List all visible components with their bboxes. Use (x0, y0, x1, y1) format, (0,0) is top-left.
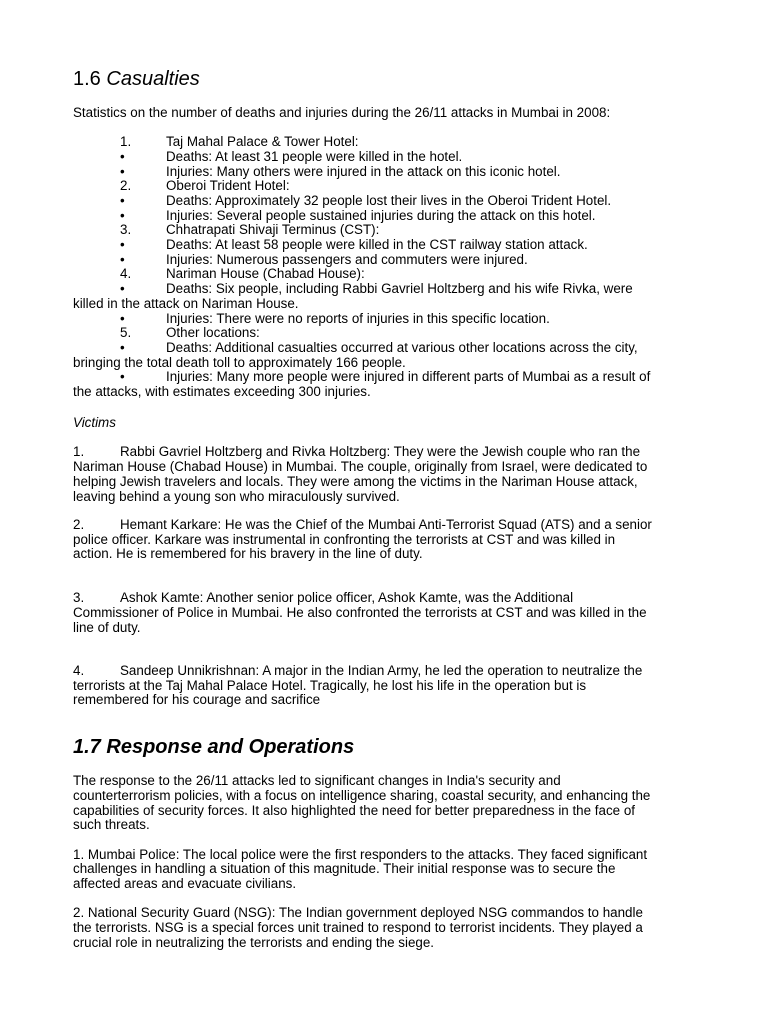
bullet-icon: • (120, 208, 125, 223)
bullet-icon: • (120, 281, 125, 296)
bullet-icon: • (120, 149, 125, 164)
bullet-icon: • (120, 252, 125, 267)
deaths-text-continued: bringing the total death toll to approximately 166 people. (73, 355, 406, 370)
victim-text: leaving behind a young son who miraculously survived. (73, 489, 400, 504)
response-item-line: crucial role in neutralizing the terrorists and ending the siege. (73, 935, 435, 950)
victim-number: 3. (73, 590, 85, 605)
list-number: 1. (120, 134, 132, 149)
victim-text: Sandeep Unnikrishnan: A major in the Indian Army, he led the operation to neutralize the (120, 663, 643, 678)
injuries-text: Injuries: Numerous passengers and commuters were injured. (166, 252, 528, 267)
section-title: Response and Operations (106, 736, 355, 758)
response-item-line: challenges in handling a situation of this magnitude. Their initial response was to secure the (73, 861, 616, 876)
response-item-line: the terrorists. NSG is a special forces unit trained to respond to terrorist incidents. They played a (73, 920, 643, 935)
list-number: 4. (120, 266, 132, 281)
location-name: Oberoi Trident Hotel: (166, 178, 290, 193)
victim-number: 1. (73, 444, 85, 459)
location-name: Other locations: (166, 325, 260, 340)
bullet-icon: • (120, 311, 125, 326)
victim-text: Ashok Kamte: Another senior police officer, Ashok Kamte, was the Additional (120, 590, 574, 605)
victim-text: line of duty. (73, 620, 141, 635)
list-number: 2. (120, 178, 132, 193)
response-item-line: 2. National Security Guard (NSG): The Indian government deployed NSG commandos to handle (73, 905, 643, 920)
injuries-text-continued: the attacks, with estimates exceeding 300 injuries. (73, 384, 371, 399)
location-name: Taj Mahal Palace & Tower Hotel: (166, 134, 359, 149)
injuries-text: Injuries: Many more people were injured in different parts of Mumbai as a result of (166, 369, 651, 384)
victim-number: 4. (73, 663, 85, 678)
victim-text: remembered for his courage and sacrifice (73, 692, 321, 707)
location-name: Nariman House (Chabad House): (166, 266, 365, 281)
deaths-text: Deaths: At least 58 people were killed in the CST railway station attack. (166, 237, 588, 252)
casualties-intro: Statistics on the number of deaths and injuries during the 26/11 attacks in Mumbai in 2008: (73, 105, 611, 120)
deaths-text: Deaths: Approximately 32 people lost their lives in the Oberoi Trident Hotel. (166, 193, 612, 208)
bullet-icon: • (120, 193, 125, 208)
injuries-text: Injuries: There were no reports of injuries in this specific location. (166, 311, 550, 326)
section-title: Casualties (106, 68, 200, 90)
victim-text: terrorists at the Taj Mahal Palace Hotel. Tragically, he lost his life in the operation but is (73, 678, 587, 693)
victim-number: 2. (73, 517, 85, 532)
location-name: Chhatrapati Shivaji Terminus (CST): (166, 222, 380, 237)
section-heading-casualties (73, 68, 200, 91)
victim-text: Rabbi Gavriel Holtzberg and Rivka Holtzberg: They were the Jewish couple who ran the (120, 444, 641, 459)
victim-text: police officer. Karkare was instrumental in confronting the terrorists at CST and was killed in (73, 532, 616, 547)
bullet-icon: • (120, 237, 125, 252)
response-intro-line: counterterrorism policies, with a focus on intelligence sharing, coastal security, and enhancing the (73, 788, 651, 803)
bullet-icon: • (120, 369, 125, 384)
deaths-text: Deaths: Six people, including Rabbi Gavriel Holtzberg and his wife Rivka, were (166, 281, 633, 296)
victim-text: helping Jewish travelers and locals. They were among the victims in the Nariman House attack, (73, 474, 638, 489)
injuries-text: Injuries: Many others were injured in the attack on this iconic hotel. (166, 164, 561, 179)
victim-text: action. He is remembered for his bravery in the line of duty. (73, 546, 423, 561)
response-intro-line: such threats. (73, 817, 150, 832)
response-intro-line: The response to the 26/11 attacks led to significant changes in India's security and (73, 773, 561, 788)
list-number: 5. (120, 325, 132, 340)
section-heading-response (73, 736, 354, 759)
list-number: 3. (120, 222, 132, 237)
section-number: 1.6 (73, 68, 101, 90)
deaths-text: Deaths: Additional casualties occurred at various other locations across the city, (166, 340, 638, 355)
victims-heading: Victims (73, 415, 116, 430)
response-intro-line: capabilities of security forces. It also highlighted the need for better preparedness in the face of (73, 803, 635, 818)
bullet-icon: • (120, 164, 125, 179)
injuries-text: Injuries: Several people sustained injuries during the attack on this hotel. (166, 208, 596, 223)
section-number: 1.7 (73, 736, 101, 758)
deaths-text-continued: killed in the attack on Nariman House. (73, 296, 299, 311)
response-item-line: affected areas and evacuate civilians. (73, 876, 297, 891)
bullet-icon: • (120, 340, 125, 355)
victim-text: Nariman House (Chabad House) in Mumbai. The couple, originally from Israel, were dedicated to (73, 459, 648, 474)
victim-text: Commissioner of Police in Mumbai. He also confronted the terrorists at CST and was killed in the (73, 605, 647, 620)
victim-text: Hemant Karkare: He was the Chief of the Mumbai Anti-Terrorist Squad (ATS) and a senior (120, 517, 652, 532)
deaths-text: Deaths: At least 31 people were killed in the hotel. (166, 149, 463, 164)
response-item-line: 1. Mumbai Police: The local police were the first responders to the attacks. They faced significant (73, 847, 648, 862)
